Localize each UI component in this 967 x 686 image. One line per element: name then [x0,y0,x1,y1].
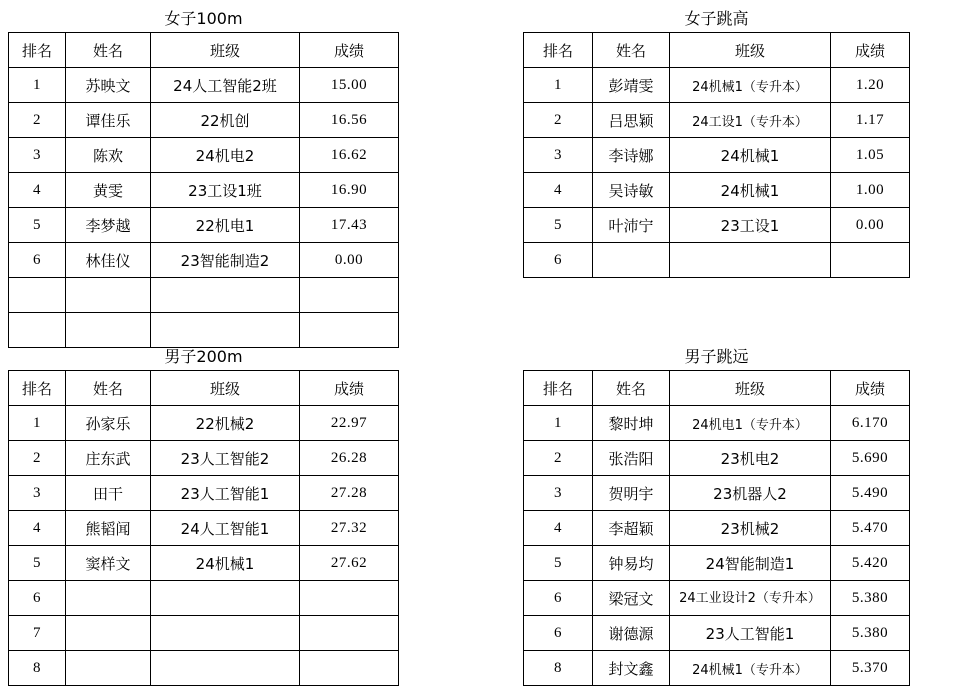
cell-rank: 7 [9,616,66,651]
table-row [9,68,399,103]
cell-blank [524,278,593,313]
cell-name: 李诗娜 [593,138,670,173]
table-title [9,2,399,33]
cell-rank: 4 [524,511,593,546]
cell-name: 叶沛宁 [593,208,670,243]
cell-class: 24机械1（专升本） [670,651,831,686]
table-row [524,651,910,686]
cell-name: 窦样文 [66,546,151,581]
table-title [524,340,910,371]
table-title [524,2,910,33]
table-header-row [9,33,399,68]
column-header-score: 成绩 [831,371,910,406]
table-header-row [9,371,399,406]
cell-score: 1.00 [831,173,910,208]
cell-rank: 3 [524,138,593,173]
cell-score: 1.17 [831,103,910,138]
column-header-name: 姓名 [593,33,670,68]
cell-name: 林佳仪 [66,243,151,278]
cell-class: 22机械2 [151,406,300,441]
column-header-name: 姓名 [593,371,670,406]
cell-score: 15.00 [300,68,399,103]
cell-class: 23智能制造2 [151,243,300,278]
table-row [524,68,910,103]
cell-class: 24工业设计2（专升本） [670,581,831,616]
cell-name: 钟易均 [593,546,670,581]
cell-rank: 5 [524,208,593,243]
cell-rank: 6 [524,616,593,651]
cell-rank: 5 [9,208,66,243]
cell-rank: 1 [524,406,593,441]
table-row [524,476,910,511]
table-row [9,616,399,651]
table-row [524,616,910,651]
cell-class: 23机电2 [670,441,831,476]
table-row [9,546,399,581]
table-row [9,406,399,441]
cell-class: 23机器人2 [670,476,831,511]
cell-name [66,581,151,616]
cell-rank [9,278,66,313]
cell-rank: 2 [9,441,66,476]
cell-rank: 5 [9,546,66,581]
cell-class: 24人工智能1 [151,511,300,546]
cell-score [300,278,399,313]
column-header-name: 姓名 [66,371,151,406]
column-header-rank: 排名 [524,371,593,406]
cell-score: 0.00 [300,243,399,278]
cell-score: 5.490 [831,476,910,511]
table-row [9,103,399,138]
cell-name [66,616,151,651]
cell-rank: 4 [524,173,593,208]
cell-score [831,243,910,278]
cell-name: 陈欢 [66,138,151,173]
table-row [524,406,910,441]
cell-class: 24机械1 [151,546,300,581]
cell-score: 0.00 [831,208,910,243]
table-block-women-100m [8,2,399,348]
cell-score: 16.56 [300,103,399,138]
cell-class: 23人工智能1 [670,616,831,651]
cell-name: 谢德源 [593,616,670,651]
table-title-row [9,340,399,371]
cell-rank: 8 [9,651,66,686]
cell-class [151,616,300,651]
cell-score: 5.380 [831,581,910,616]
results-table [523,340,910,686]
table-row [524,581,910,616]
column-header-class: 班级 [670,371,831,406]
cell-score: 5.370 [831,651,910,686]
cell-class: 23工设1班 [151,173,300,208]
table-row [524,243,910,278]
cell-rank: 6 [524,581,593,616]
table-block-women-high-jump [523,2,910,346]
table-title-row [9,2,399,33]
cell-name: 贺明宇 [593,476,670,511]
cell-score [300,651,399,686]
cell-class [151,581,300,616]
table-row-blank [524,278,910,313]
table-row [9,138,399,173]
cell-name: 黎时坤 [593,406,670,441]
cell-rank: 6 [524,243,593,278]
table-row [524,103,910,138]
cell-score: 1.20 [831,68,910,103]
cell-name [593,243,670,278]
cell-rank: 2 [9,103,66,138]
cell-score: 27.32 [300,511,399,546]
cell-rank: 1 [9,406,66,441]
cell-rank: 1 [9,68,66,103]
cell-score: 16.62 [300,138,399,173]
table-title-text: 男子200m [164,346,243,366]
cell-class: 22机创 [151,103,300,138]
table-row [524,441,910,476]
results-table [8,2,399,348]
table-row [9,581,399,616]
cell-name: 谭佳乐 [66,103,151,138]
cell-class: 24机械1 [670,138,831,173]
cell-class: 23人工智能2 [151,441,300,476]
table-title-text: 女子跳高 [684,8,749,28]
cell-score: 26.28 [300,441,399,476]
cell-score: 6.170 [831,406,910,441]
cell-name: 熊韬闻 [66,511,151,546]
column-header-score: 成绩 [831,33,910,68]
cell-rank: 5 [524,546,593,581]
cell-class: 24人工智能2班 [151,68,300,103]
column-header-class: 班级 [670,33,831,68]
table-title-text: 男子跳远 [684,346,749,366]
cell-name: 黄雯 [66,173,151,208]
cell-rank: 1 [524,68,593,103]
cell-class: 24智能制造1 [670,546,831,581]
cell-name: 封文鑫 [593,651,670,686]
cell-score: 5.470 [831,511,910,546]
cell-class: 23人工智能1 [151,476,300,511]
table-header-row [524,371,910,406]
cell-rank: 3 [9,476,66,511]
cell-name [66,651,151,686]
table-row [9,173,399,208]
cell-class: 23工设1 [670,208,831,243]
column-header-class: 班级 [151,33,300,68]
cell-rank: 3 [524,476,593,511]
table-block-men-long-jump [523,340,910,686]
cell-name: 苏映文 [66,68,151,103]
cell-class: 24工设1（专升本） [670,103,831,138]
table-row [524,511,910,546]
cell-name: 李超颖 [593,511,670,546]
table-row-empty [9,278,399,313]
cell-score: 5.420 [831,546,910,581]
cell-name: 彭靖雯 [593,68,670,103]
cell-rank: 3 [9,138,66,173]
cell-name: 吴诗敏 [593,173,670,208]
table-block-men-200m [8,340,399,686]
cell-class [670,243,831,278]
table-title [9,340,399,371]
column-header-rank: 排名 [9,371,66,406]
cell-rank: 6 [9,581,66,616]
cell-blank [831,278,910,313]
table-row [9,511,399,546]
cell-name: 张浩阳 [593,441,670,476]
cell-name: 田干 [66,476,151,511]
cell-rank: 4 [9,511,66,546]
column-header-rank: 排名 [524,33,593,68]
cell-rank: 2 [524,441,593,476]
cell-blank [593,278,670,313]
table-row [524,173,910,208]
results-table [8,340,399,686]
cell-name: 李梦越 [66,208,151,243]
table-row [524,546,910,581]
cell-score [300,616,399,651]
cell-name: 梁冠文 [593,581,670,616]
column-header-score: 成绩 [300,33,399,68]
table-title-row [524,340,910,371]
cell-name: 吕思颖 [593,103,670,138]
cell-rank: 2 [524,103,593,138]
table-row [524,138,910,173]
table-row [524,208,910,243]
results-table [523,2,910,346]
cell-score [300,581,399,616]
cell-name: 庄东武 [66,441,151,476]
cell-score: 5.380 [831,616,910,651]
table-row [9,651,399,686]
cell-rank: 6 [9,243,66,278]
table-row [9,476,399,511]
table-title-text: 女子100m [164,8,243,28]
cell-class: 23机械2 [670,511,831,546]
column-header-score: 成绩 [300,371,399,406]
cell-class: 22机电1 [151,208,300,243]
cell-name [66,278,151,313]
cell-class: 24机电2 [151,138,300,173]
cell-blank [670,278,831,313]
cell-name: 孙家乐 [66,406,151,441]
cell-class [151,651,300,686]
cell-class: 24机电1（专升本） [670,406,831,441]
cell-rank: 4 [9,173,66,208]
cell-score: 22.97 [300,406,399,441]
cell-class: 24机械1（专升本） [670,68,831,103]
cell-score: 17.43 [300,208,399,243]
cell-class [151,278,300,313]
column-header-class: 班级 [151,371,300,406]
column-header-name: 姓名 [66,33,151,68]
cell-score: 27.28 [300,476,399,511]
cell-class: 24机械1 [670,173,831,208]
table-title-row [524,2,910,33]
cell-score: 5.690 [831,441,910,476]
table-row [9,441,399,476]
cell-rank: 8 [524,651,593,686]
column-header-rank: 排名 [9,33,66,68]
cell-score: 16.90 [300,173,399,208]
cell-score: 1.05 [831,138,910,173]
table-row [9,243,399,278]
cell-score: 27.62 [300,546,399,581]
table-header-row [524,33,910,68]
table-row [9,208,399,243]
